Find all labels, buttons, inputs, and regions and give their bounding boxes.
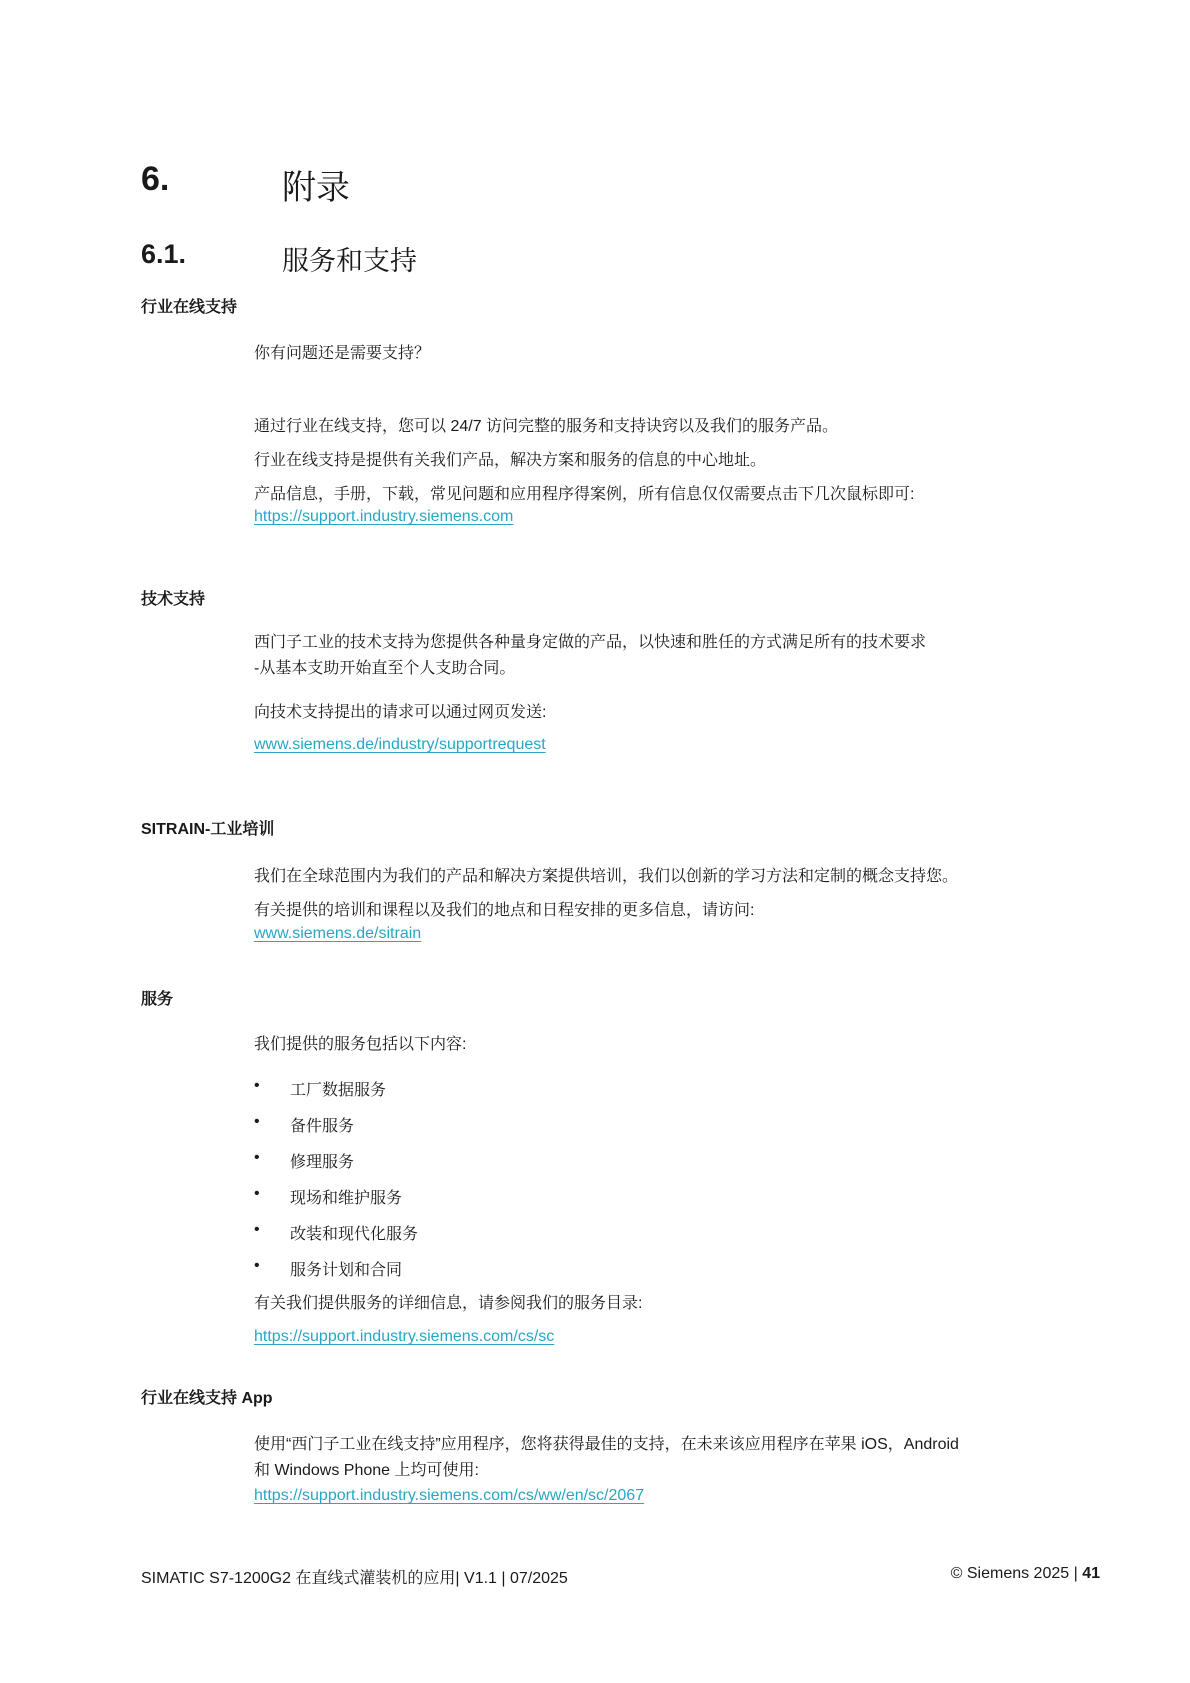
- section-title: 服务和支持: [282, 246, 417, 276]
- online-support-question: 你有问题还是需要支持？: [254, 345, 431, 362]
- bullet-icon: •: [254, 1257, 260, 1274]
- list-item: 服务计划和合同: [290, 1262, 403, 1279]
- services-more: 有关我们提供服务的详细信息，请参阅我们的服务目录:: [254, 1295, 643, 1312]
- bullet-icon: •: [254, 1221, 260, 1238]
- footer-document-title: SIMATIC S7-1200G2 在直线式灌装机的应用| V1.1 | 07/2025: [141, 1570, 568, 1587]
- app-line2: 和 Windows Phone 上均可使用:: [254, 1462, 479, 1479]
- bullet-icon: •: [254, 1077, 260, 1094]
- list-item: 现场和维护服务: [290, 1190, 403, 1207]
- page-number: 41: [1082, 1565, 1100, 1582]
- sitrain-link[interactable]: www.siemens.de/sitrain: [254, 925, 422, 942]
- online-support-link[interactable]: https://support.industry.siemens.com: [254, 508, 514, 525]
- chapter-number: 6.: [141, 160, 170, 198]
- services-intro: 我们提供的服务包括以下内容:: [254, 1036, 467, 1053]
- footer-page-info: [951, 1565, 1100, 1583]
- sitrain-heading: SITRAIN-工业培训: [141, 821, 275, 838]
- bullet-icon: •: [254, 1113, 260, 1130]
- online-support-line1: 通过行业在线支持，您可以 24/7 访问完整的服务和支持诀窍以及我们的服务产品。: [254, 418, 839, 435]
- list-item: 改装和现代化服务: [290, 1226, 419, 1243]
- sitrain-line1: 我们在全球范围内为我们的产品和解决方案提供培训，我们以创新的学习方法和定制的概念支持您。: [254, 868, 959, 885]
- bullet-icon: •: [254, 1185, 260, 1202]
- footer-copyright: © Siemens 2025 |: [950, 1565, 1083, 1582]
- sitrain-line2: 有关提供的培训和课程以及我们的地点和日程安排的更多信息，请访问:: [254, 902, 755, 919]
- section-number: 6.1.: [141, 239, 187, 269]
- tech-support-line3: 向技术支持提出的请求可以通过网页发送:: [254, 704, 547, 721]
- online-support-heading: 行业在线支持: [141, 299, 238, 316]
- chapter-title: 附录: [282, 169, 350, 207]
- tech-support-heading: 技术支持: [141, 591, 206, 608]
- online-support-line2: 行业在线支持是提供有关我们产品，解决方案和服务的信息的中心地址。: [254, 452, 767, 469]
- app-link[interactable]: https://support.industry.siemens.com/cs/ww/en/sc/2067: [254, 1487, 645, 1504]
- app-line1: 使用“西门子工业在线支持”应用程序，您将获得最佳的支持，在未来该应用程序在苹果 iOS，Android: [254, 1436, 959, 1453]
- online-support-line3: 产品信息，手册，下载，常见问题和应用程序得案例，所有信息仅仅需要点击下几次鼠标即可:: [254, 486, 915, 503]
- list-item: 工厂数据服务: [290, 1082, 387, 1099]
- app-heading: 行业在线支持 App: [141, 1390, 273, 1407]
- tech-support-line2: -从基本支助开始直至个人支助合同。: [254, 660, 516, 677]
- bullet-icon: •: [254, 1149, 260, 1166]
- list-item: 修理服务: [290, 1154, 355, 1171]
- services-link[interactable]: https://support.industry.siemens.com/cs/sc: [254, 1328, 555, 1345]
- services-heading: 服务: [141, 991, 174, 1008]
- tech-support-link[interactable]: www.siemens.de/industry/supportrequest: [254, 736, 546, 753]
- tech-support-line1: 西门子工业的技术支持为您提供各种量身定做的产品，以快速和胜任的方式满足所有的技术要求: [254, 634, 927, 651]
- list-item: 备件服务: [290, 1118, 355, 1135]
